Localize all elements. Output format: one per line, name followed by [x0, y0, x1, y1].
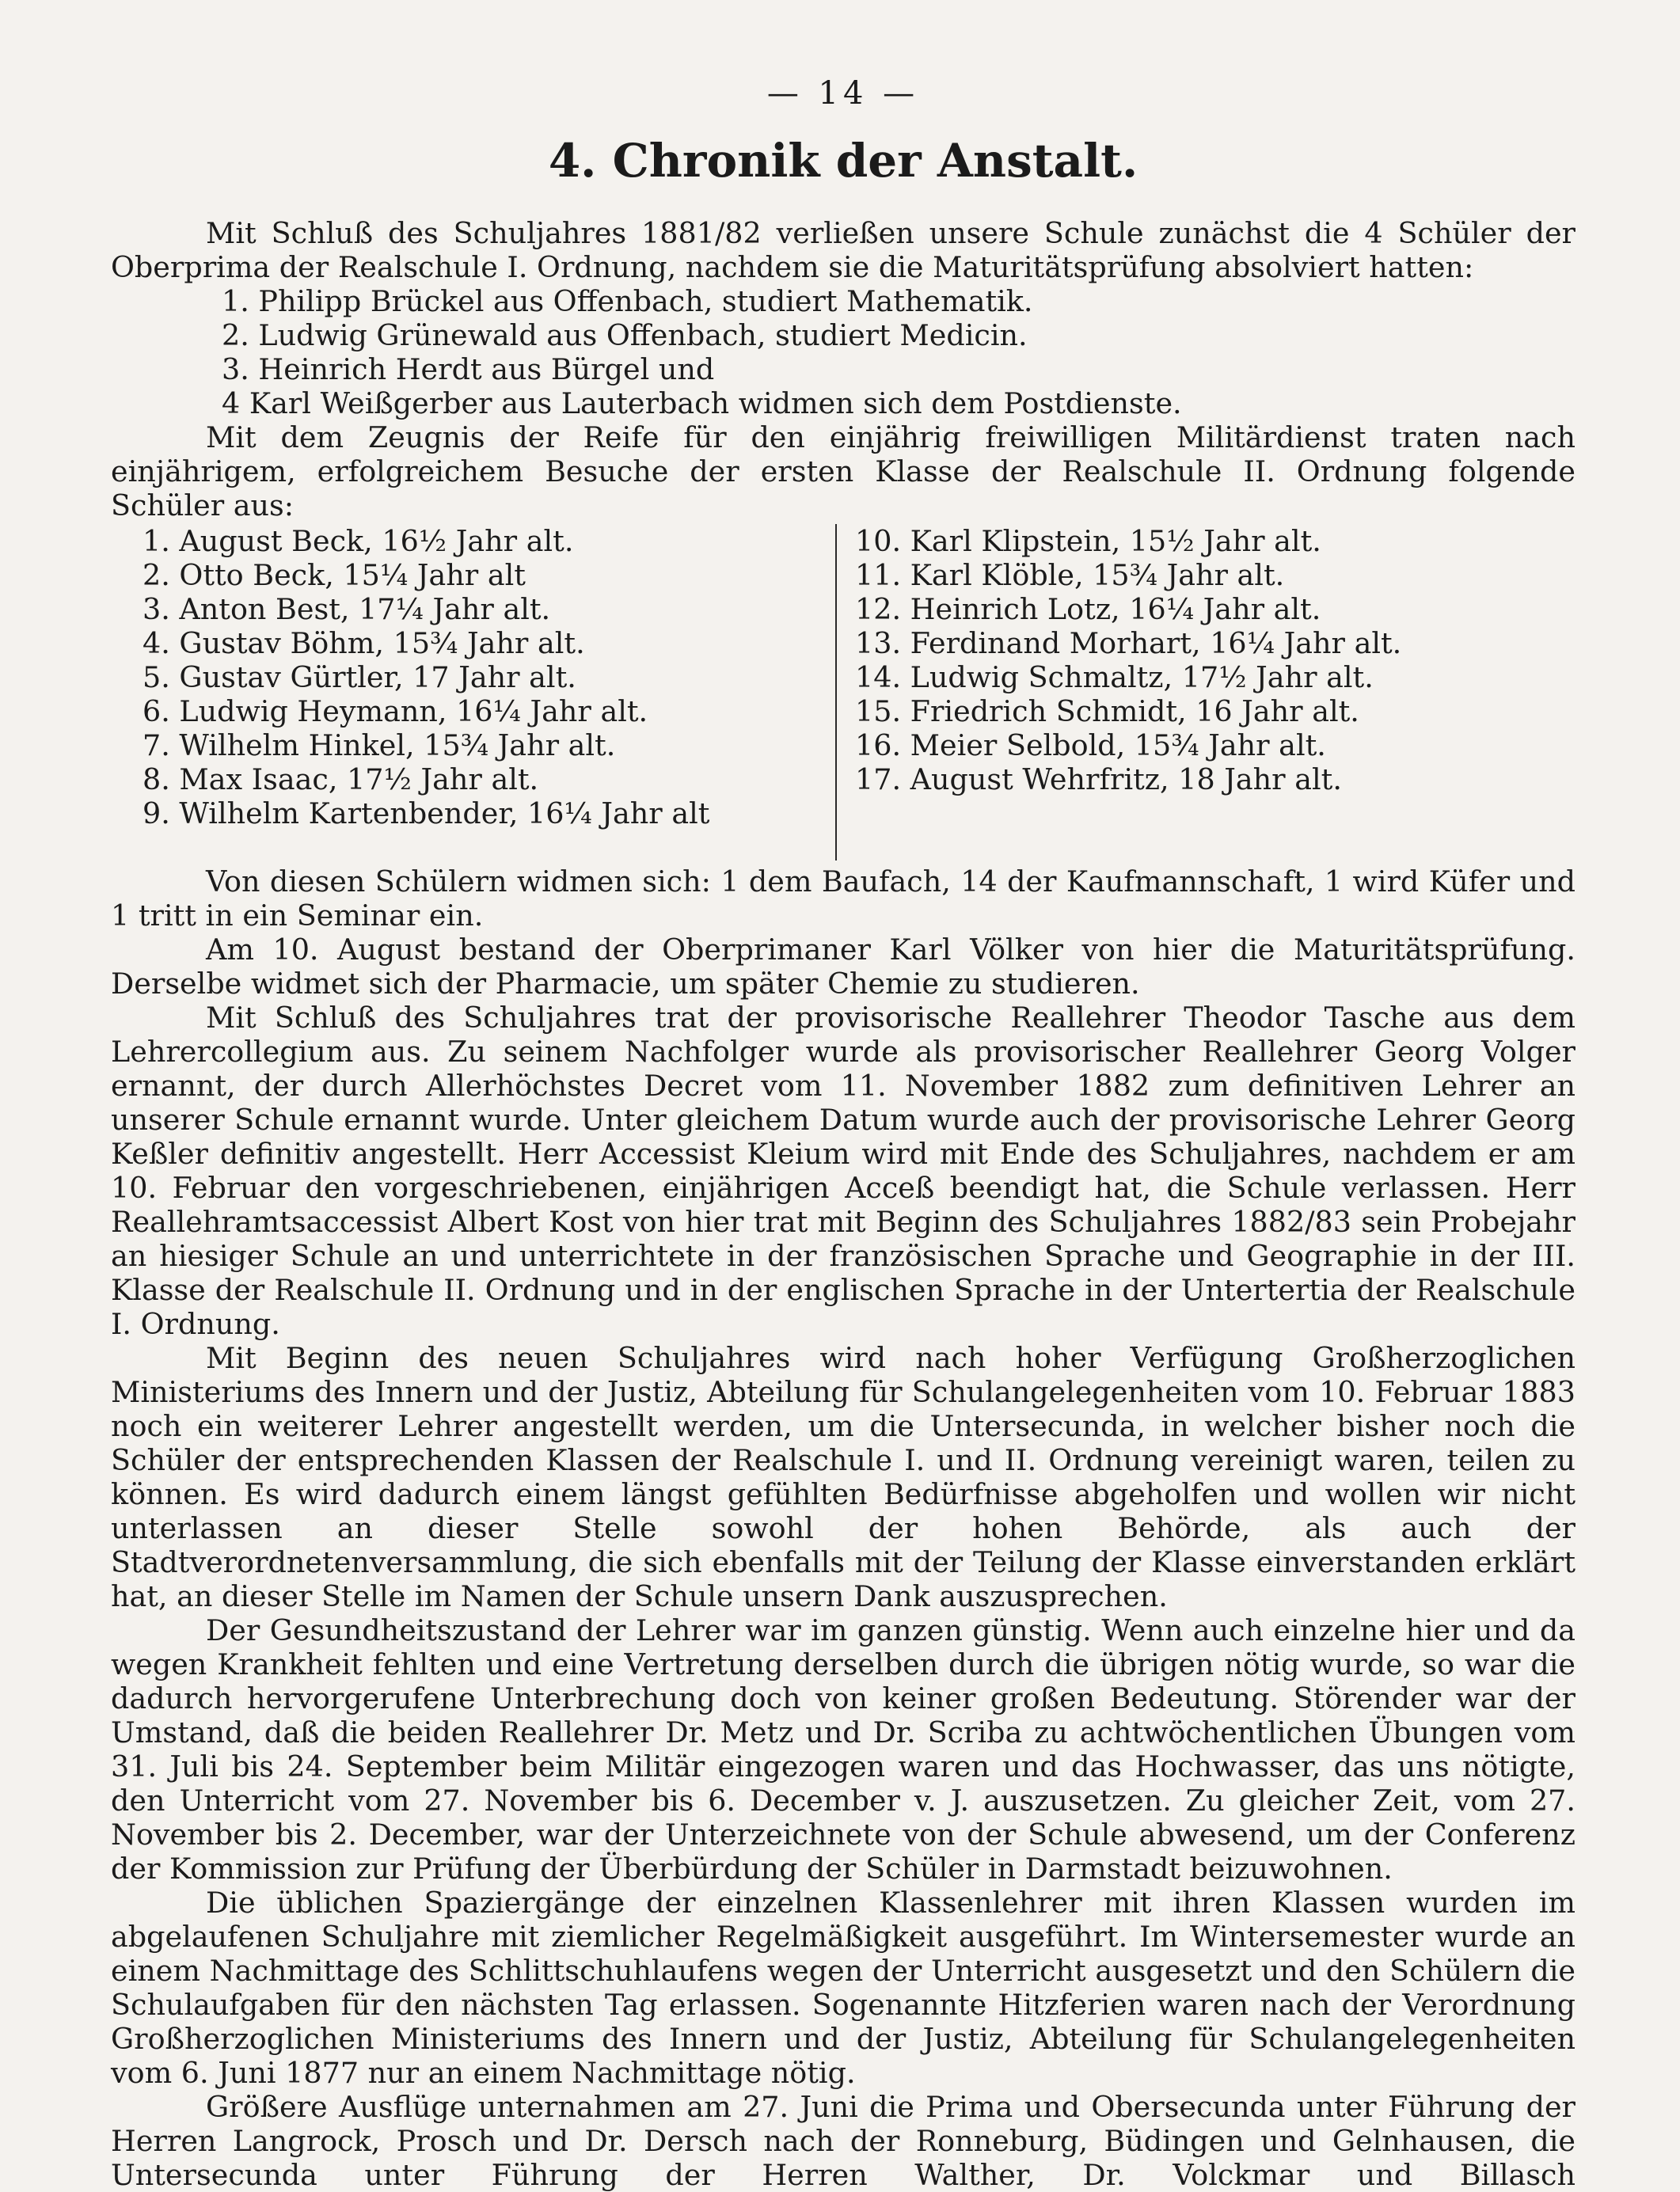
list-item: 3. Heinrich Herdt aus Bürgel und	[222, 352, 715, 386]
list-item: 15. Friedrich Schmidt, 16 Jahr alt.	[855, 694, 1359, 728]
list-item: 8. Max Isaac, 17½ Jahr alt.	[143, 762, 539, 796]
graduate-list	[111, 284, 1575, 420]
student-list-left	[143, 524, 926, 830]
document-page	[111, 75, 1575, 2192]
body-paragraph: Am 10. August bestand der Oberprimaner Karl Völker von hier die Maturitätsprüfung. Derselbe widmet sich der Pharmacie, um später Chemie zu studieren.	[111, 933, 1575, 1001]
section-title: 4. Chronik der Anstalt.	[548, 134, 1138, 188]
body-paragraph: Von diesen Schülern widmen sich: 1 dem Baufach, 14 der Kaufmannschaft, 1 wird Küfer und 1 tritt in ein Seminar ein.	[111, 864, 1575, 933]
intro-paragraph: Mit Schluß des Schuljahres 1881/82 verließen unsere Schule zunächst die 4 Schüler der Oberprima der Realschule I. Ordnung, nachdem sie die Maturitätsprüfung absolviert hatten:	[111, 216, 1575, 284]
list-item: 4 Karl Weißgerber aus Lauterbach widmen sich dem Postdienste.	[222, 386, 1182, 420]
body-paragraph: Mit Schluß des Schuljahres trat der provisorische Reallehrer Theodor Tasche aus dem Lehrercollegium aus. Zu seinem Nachfolger wurde als provisorischer Reallehrer Georg Volger ernannt, der durch Allerhöchstes Decret vom 11. November 1882 zum definitiven Lehrer an unserer Schule ernannt wurde. Unter gleichem Datum wurde auch der provisorische Lehrer Georg Keßler definitiv angestellt. Herr Accessist Kleium wird mit Ende des Schuljahres, nachdem er am 10. Februar den vorgeschriebenen, einjährigen Acceß beendigt hat, die Schule verlassen. Herr Reallehramtsaccessist Albert Kost von hier trat mit Beginn des Schuljahres 1882/83 sein Probejahr an hiesiger Schule an und unterrichtete in der französischen Sprache und Geographie in der III. Klasse der Realschule II. Ordnung und in der englischen Sprache in der Untertertia der Realschule I. Ordnung.	[111, 1001, 1575, 1341]
list-item: 11. Karl Klöble, 15¾ Jahr alt.	[855, 558, 1285, 592]
page-number: — 14 —	[766, 75, 920, 112]
certificate-paragraph: Mit dem Zeugnis der Reife für den einjährig freiwilligen Militärdienst traten nach einjährigem, erfolgreichem Besuche der ersten Klasse der Realschule II. Ordnung folgende Schüler aus:	[111, 420, 1575, 522]
list-item: 9. Wilhelm Kartenbender, 16¼ Jahr alt	[143, 796, 710, 830]
list-item: 12. Heinrich Lotz, 16¼ Jahr alt.	[855, 592, 1321, 626]
body-paragraph: Die üblichen Spaziergänge der einzelnen Klassenlehrer mit ihren Klassen wurden im abgelaufenen Schuljahre mit ziemlicher Regelmäßigkeit ausgeführt. Im Wintersemester wurde an einem Nachmittage des Schlittschuhlaufens wegen der Unterricht ausgesetzt und den Schülern die Schulaufgaben für den nächsten Tag erlassen. Sogenannte Hitzferien waren nach der Verordnung Großherzoglichen Ministeriums des Innern und der Justiz, Abteilung für Schulangelegenheiten vom 6. Juni 1877 nur an einem Nachmittage nötig.	[111, 1886, 1575, 2090]
column-divider	[835, 524, 837, 860]
list-item: 10. Karl Klipstein, 15½ Jahr alt.	[855, 524, 1321, 558]
list-item: 3. Anton Best, 17¼ Jahr alt.	[143, 592, 551, 626]
list-item: 17. August Wehrfritz, 18 Jahr alt.	[855, 762, 1342, 796]
list-item: 2. Otto Beck, 15¼ Jahr alt	[143, 558, 526, 592]
list-item: 16. Meier Selbold, 15¾ Jahr alt.	[855, 728, 1326, 762]
list-item: 13. Ferdinand Morhart, 16¼ Jahr alt.	[855, 626, 1402, 660]
list-item: 1. August Beck, 16½ Jahr alt.	[143, 524, 574, 558]
body-paragraph: Mit Beginn des neuen Schuljahres wird nach hoher Verfügung Großherzoglichen Ministeriums des Innern und der Justiz, Abteilung für Schulangelegenheiten vom 10. Februar 1883 noch ein weiterer Lehrer angestellt werden, um die Untersecunda, in welcher bisher noch die Schüler der entsprechenden Klassen der Realschule I. und II. Ordnung vereinigt waren, teilen zu können. Es wird dadurch einem längst gefühlten Bedürfnisse abgeholfen und wollen wir nicht unterlassen an dieser Stelle sowohl der hohen Behörde, als auch der Stadtverordnetenversammlung, die sich ebenfalls mit der Teilung der Klasse einverstanden erklärt hat, an dieser Stelle im Namen der Schule unsern Dank auszusprechen.	[111, 1341, 1575, 1613]
list-item: 4. Gustav Böhm, 15¾ Jahr alt.	[143, 626, 585, 660]
list-item: 1. Philipp Brückel aus Offenbach, studiert Mathematik.	[222, 284, 1033, 318]
list-item: 7. Wilhelm Hinkel, 15¾ Jahr alt.	[143, 728, 616, 762]
list-item: 2. Ludwig Grünewald aus Offenbach, studiert Medicin.	[222, 318, 1028, 352]
list-item: 5. Gustav Gürtler, 17 Jahr alt.	[143, 660, 576, 694]
list-item: 6. Ludwig Heymann, 16¼ Jahr alt.	[143, 694, 648, 728]
list-item: 14. Ludwig Schmaltz, 17½ Jahr alt.	[855, 660, 1374, 694]
student-columns	[111, 524, 1575, 864]
body-paragraph: Größere Ausflüge unternahmen am 27. Juni die Prima und Obersecunda unter Führung der Herren Langrock, Prosch und Dr. Dersch nach der Ronneburg, Büdingen und Gelnhausen, die Untersecunda unter Führung der Herren Walther, Dr. Volckmar und Billasch	[111, 2090, 1575, 2192]
body-paragraph: Der Gesundheitszustand der Lehrer war im ganzen günstig. Wenn auch einzelne hier und da wegen Krankheit fehlten und eine Vertretung derselben durch die übrigen nötig wurde, so war die dadurch hervorgerufene Unterbrechung doch von keiner großen Bedeutung. Störender war der Umstand, daß die beiden Reallehrer Dr. Metz und Dr. Scriba zu achtwöchentlichen Übungen vom 31. Juli bis 24. September beim Militär eingezogen waren und das Hochwasser, das uns nötigte, den Unterricht vom 27. November bis 6. December v. J. auszusetzen. Zu gleicher Zeit, vom 27. November bis 2. December, war der Unterzeichnete von der Schule abwesend, um der Conferenz der Kommission zur Prüfung der Überbürdung der Schüler in Darmstadt beizuwohnen.	[111, 1613, 1575, 1886]
student-list-right	[855, 524, 1568, 796]
